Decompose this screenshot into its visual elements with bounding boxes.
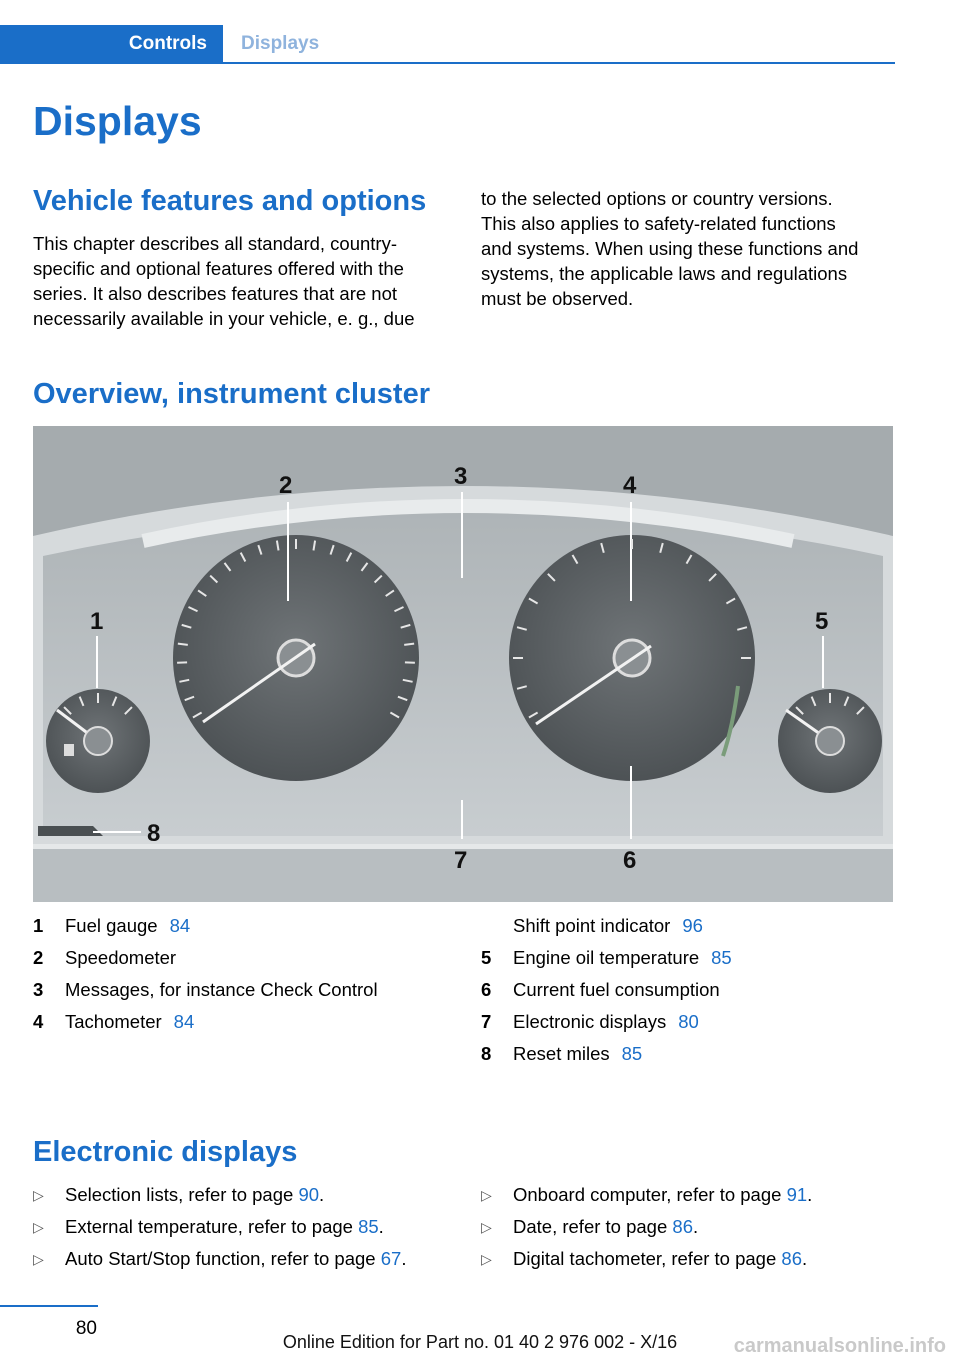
- dial-tick: [404, 644, 414, 645]
- watermark: carmanualsonline.info: [733, 1335, 946, 1357]
- page-ref-link[interactable]: 67: [380, 1248, 402, 1269]
- bullet-list-left: [33, 1179, 463, 1275]
- page-ref-link[interactable]: 84: [169, 915, 191, 936]
- section-heading-electronic-displays: Electronic displays: [33, 1136, 298, 1168]
- tab-controls[interactable]: Controls: [0, 25, 223, 62]
- legend-item: 3 Messages, for instance Check Control: [33, 979, 378, 1000]
- list-item: ▷ Onboard computer, refer to page 91.: [481, 1179, 895, 1211]
- callout-4: 4: [623, 472, 637, 499]
- instrument-cluster-illustration: [33, 426, 893, 902]
- list-item: ▷ Digital tachometer, refer to page 86.: [481, 1243, 895, 1275]
- legend-left: [33, 910, 453, 1038]
- list-item: ▷ Auto Start/Stop function, refer to page 67.: [33, 1243, 463, 1275]
- callout-6: 6: [623, 847, 637, 874]
- page-ref-link[interactable]: 86: [672, 1216, 693, 1237]
- legend-item: 8 Reset miles 85: [481, 1038, 895, 1070]
- list-item: ▷ Date, refer to page 86.: [481, 1211, 895, 1243]
- page-ref-link[interactable]: 86: [781, 1248, 802, 1269]
- callout-5: 5: [815, 608, 829, 635]
- triangle-bullet-icon: ▷: [33, 1219, 44, 1235]
- section-heading-vehicle-features: Vehicle features and options: [33, 185, 427, 217]
- triangle-bullet-icon: ▷: [33, 1187, 44, 1203]
- list-item: ▷ Selection lists, refer to page 90.: [33, 1179, 463, 1211]
- legend-right: [481, 910, 895, 1070]
- dial-tick: [178, 644, 188, 645]
- section-heading-overview: Overview, instrument cluster: [33, 378, 431, 410]
- page-ref-link[interactable]: 90: [298, 1184, 320, 1205]
- page-ref-link[interactable]: 85: [621, 1043, 643, 1064]
- page-number: 80: [75, 1318, 97, 1339]
- page-ref-link[interactable]: 85: [711, 947, 732, 968]
- page-ref-link[interactable]: 96: [682, 915, 703, 936]
- legend-item: 7 Electronic displays 80: [481, 1006, 895, 1038]
- paragraph-right: to the selected options or country versions. This also applies to safety-related functions and systems. When using these functions and systems, the applicable laws and regulations must be observed.: [481, 188, 859, 309]
- edition-note: Online Edition for Part no. 01 40 2 976 002 - X/16: [282, 1332, 678, 1352]
- page-ref-link[interactable]: 85: [358, 1216, 379, 1237]
- triangle-bullet-icon: ▷: [481, 1187, 492, 1203]
- legend-item: 4 Tachometer 84: [33, 1006, 453, 1038]
- legend-item: 1 Fuel gauge 84: [33, 910, 453, 942]
- header-bar: [0, 25, 895, 64]
- legend-item: 6 Current fuel consumption: [481, 979, 720, 1000]
- paragraph-left: This chapter describes all standard, country- specific and optional features offered with the series. It also describes features that are not necessarily available in your vehicle, e. g., due: [33, 233, 415, 329]
- legend-item: 2 Speedometer: [33, 947, 177, 968]
- callout-7: 7: [454, 847, 468, 874]
- callout-3: 3: [454, 463, 468, 490]
- page-ref-link[interactable]: 91: [786, 1184, 808, 1205]
- triangle-bullet-icon: ▷: [481, 1251, 492, 1267]
- triangle-bullet-icon: ▷: [481, 1219, 492, 1235]
- tab-displays[interactable]: Displays: [241, 33, 320, 54]
- legend-item: Shift point indicator 96: [481, 910, 895, 942]
- page-ref-link[interactable]: 80: [678, 1011, 699, 1032]
- triangle-bullet-icon: ▷: [33, 1251, 44, 1267]
- page-ref-link[interactable]: 84: [173, 1011, 195, 1032]
- footer-rule: [0, 1305, 98, 1307]
- callout-1: 1: [90, 608, 104, 635]
- list-item: ▷ External temperature, refer to page 85.: [33, 1211, 463, 1243]
- legend-item: 5 Engine oil temperature 85: [481, 942, 895, 974]
- bullet-list-right: [481, 1179, 895, 1275]
- callout-8: 8: [147, 820, 161, 847]
- page-title: Displays: [33, 98, 202, 144]
- callout-2: 2: [279, 472, 293, 499]
